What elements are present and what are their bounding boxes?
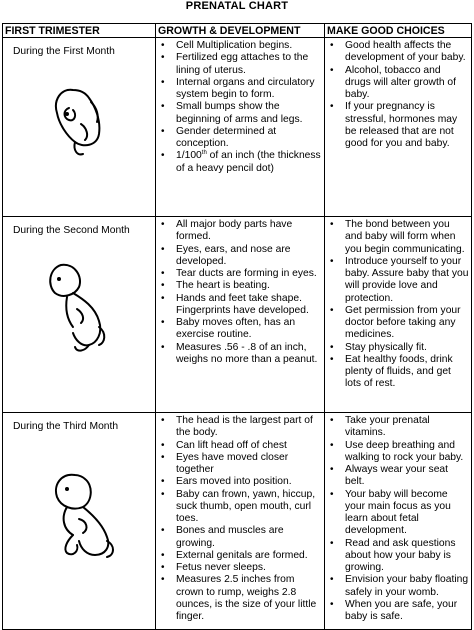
fetus-month2-icon bbox=[3, 237, 156, 367]
choice-item: • If your pregnancy is stressful, hormones may be released that are not good for you and baby. bbox=[325, 101, 469, 150]
growth-item: • Measures 2.5 inches from crown to rump, weighs 2.8 ounces, is the size of your little finger. bbox=[156, 574, 322, 623]
choice-item: • Always wear your seat belt. bbox=[325, 464, 469, 489]
choice-item: • Eat healthy foods, drink plenty of fluids, and get lots of rest. bbox=[325, 354, 469, 391]
header-choices: MAKE GOOD CHOICES bbox=[325, 24, 472, 38]
header-growth: GROWTH & DEVELOPMENT bbox=[156, 24, 325, 38]
growth-item: • Small bumps show the beginning of arms and legs. bbox=[156, 101, 322, 126]
choice-item: • Good health affects the development of your baby. bbox=[325, 40, 469, 65]
choice-item: • Use deep breathing and walking to rock your baby. bbox=[325, 440, 469, 465]
header-row bbox=[3, 24, 472, 38]
choice-item: • Introduce yourself to your baby. Assure baby that you will provide love and protection. bbox=[325, 256, 469, 305]
growth-item: • 1/100th of an inch (the thickness of a heavy pencil dot) bbox=[156, 150, 322, 175]
growth-item: • All major body parts have formed. bbox=[156, 219, 322, 244]
month-label: During the Third Month bbox=[13, 421, 119, 432]
choice-item: • Stay physically fit. bbox=[325, 342, 469, 354]
choice-item: • Get permission from your doctor before taking any medicines. bbox=[325, 305, 469, 342]
growth-item: • The head is the largest part of the body. bbox=[156, 415, 322, 440]
choices-cell bbox=[325, 217, 472, 413]
month-label: During the Second Month bbox=[13, 225, 130, 236]
month-cell bbox=[3, 413, 156, 630]
growth-item: • Fertilized egg attaches to the lining of uterus. bbox=[156, 52, 322, 77]
growth-item: • Ears moved into position. bbox=[156, 476, 322, 488]
choice-item: • Alcohol, tobacco and drugs will alter growth of baby. bbox=[325, 65, 469, 102]
choice-item: • Envision your baby floating safely in your womb. bbox=[325, 574, 469, 599]
choice-item: • Your baby will become your main focus as you learn about fetal development. bbox=[325, 489, 469, 538]
growth-item: • Eyes, ears, and nose are developed. bbox=[156, 244, 322, 269]
growth-item: • Fetus never sleeps. bbox=[156, 562, 322, 574]
choice-item: • Take your prenatal vitamins. bbox=[325, 415, 469, 440]
growth-cell bbox=[156, 413, 325, 630]
growth-item: • Can lift head off of chest bbox=[156, 440, 322, 452]
choice-item: • When you are safe, your baby is safe. bbox=[325, 599, 469, 624]
growth-cell bbox=[156, 217, 325, 413]
fetus-month1-icon bbox=[3, 58, 156, 178]
choice-item: • Read and ask questions about how your baby is growing. bbox=[325, 538, 469, 575]
growth-item: • Eyes have moved closer together bbox=[156, 452, 322, 477]
growth-item: • Baby can frown, yawn, hiccup, suck thumb, open mouth, curl toes. bbox=[156, 489, 322, 526]
table-row bbox=[3, 217, 472, 413]
growth-item: • Internal organs and circulatory system begin to form. bbox=[156, 77, 322, 102]
prenatal-chart-table bbox=[2, 23, 472, 630]
growth-item: • External genitals are formed. bbox=[156, 550, 322, 562]
month-label: During the First Month bbox=[13, 46, 115, 57]
choices-cell bbox=[325, 413, 472, 630]
growth-item: • Baby moves often, has an exercise routine. bbox=[156, 317, 322, 342]
choice-item: • The bond between you and baby will form when you begin communicating. bbox=[325, 219, 469, 256]
growth-item: • Gender determined at conception. bbox=[156, 126, 322, 151]
growth-item: • The heart is beating. bbox=[156, 280, 322, 292]
growth-item: • Hands and feet take shape. Fingerprints have developed. bbox=[156, 293, 322, 318]
table-row bbox=[3, 38, 472, 217]
month-cell bbox=[3, 217, 156, 413]
growth-item: • Measures .56 - .8 of an inch, weighs no more than a peanut. bbox=[156, 342, 322, 367]
growth-item: • Cell Multiplication begins. bbox=[156, 40, 322, 52]
header-trimester: FIRST TRIMESTER bbox=[3, 24, 156, 38]
choices-cell bbox=[325, 38, 472, 217]
page-title: PRENATAL CHART bbox=[185, 0, 289, 12]
table-row bbox=[3, 413, 472, 630]
fetus-month3-icon bbox=[3, 433, 156, 583]
growth-item: • Tear ducts are forming in eyes. bbox=[156, 268, 322, 280]
growth-cell bbox=[156, 38, 325, 217]
growth-item: • Bones and muscles are growing. bbox=[156, 525, 322, 550]
month-cell bbox=[3, 38, 156, 217]
